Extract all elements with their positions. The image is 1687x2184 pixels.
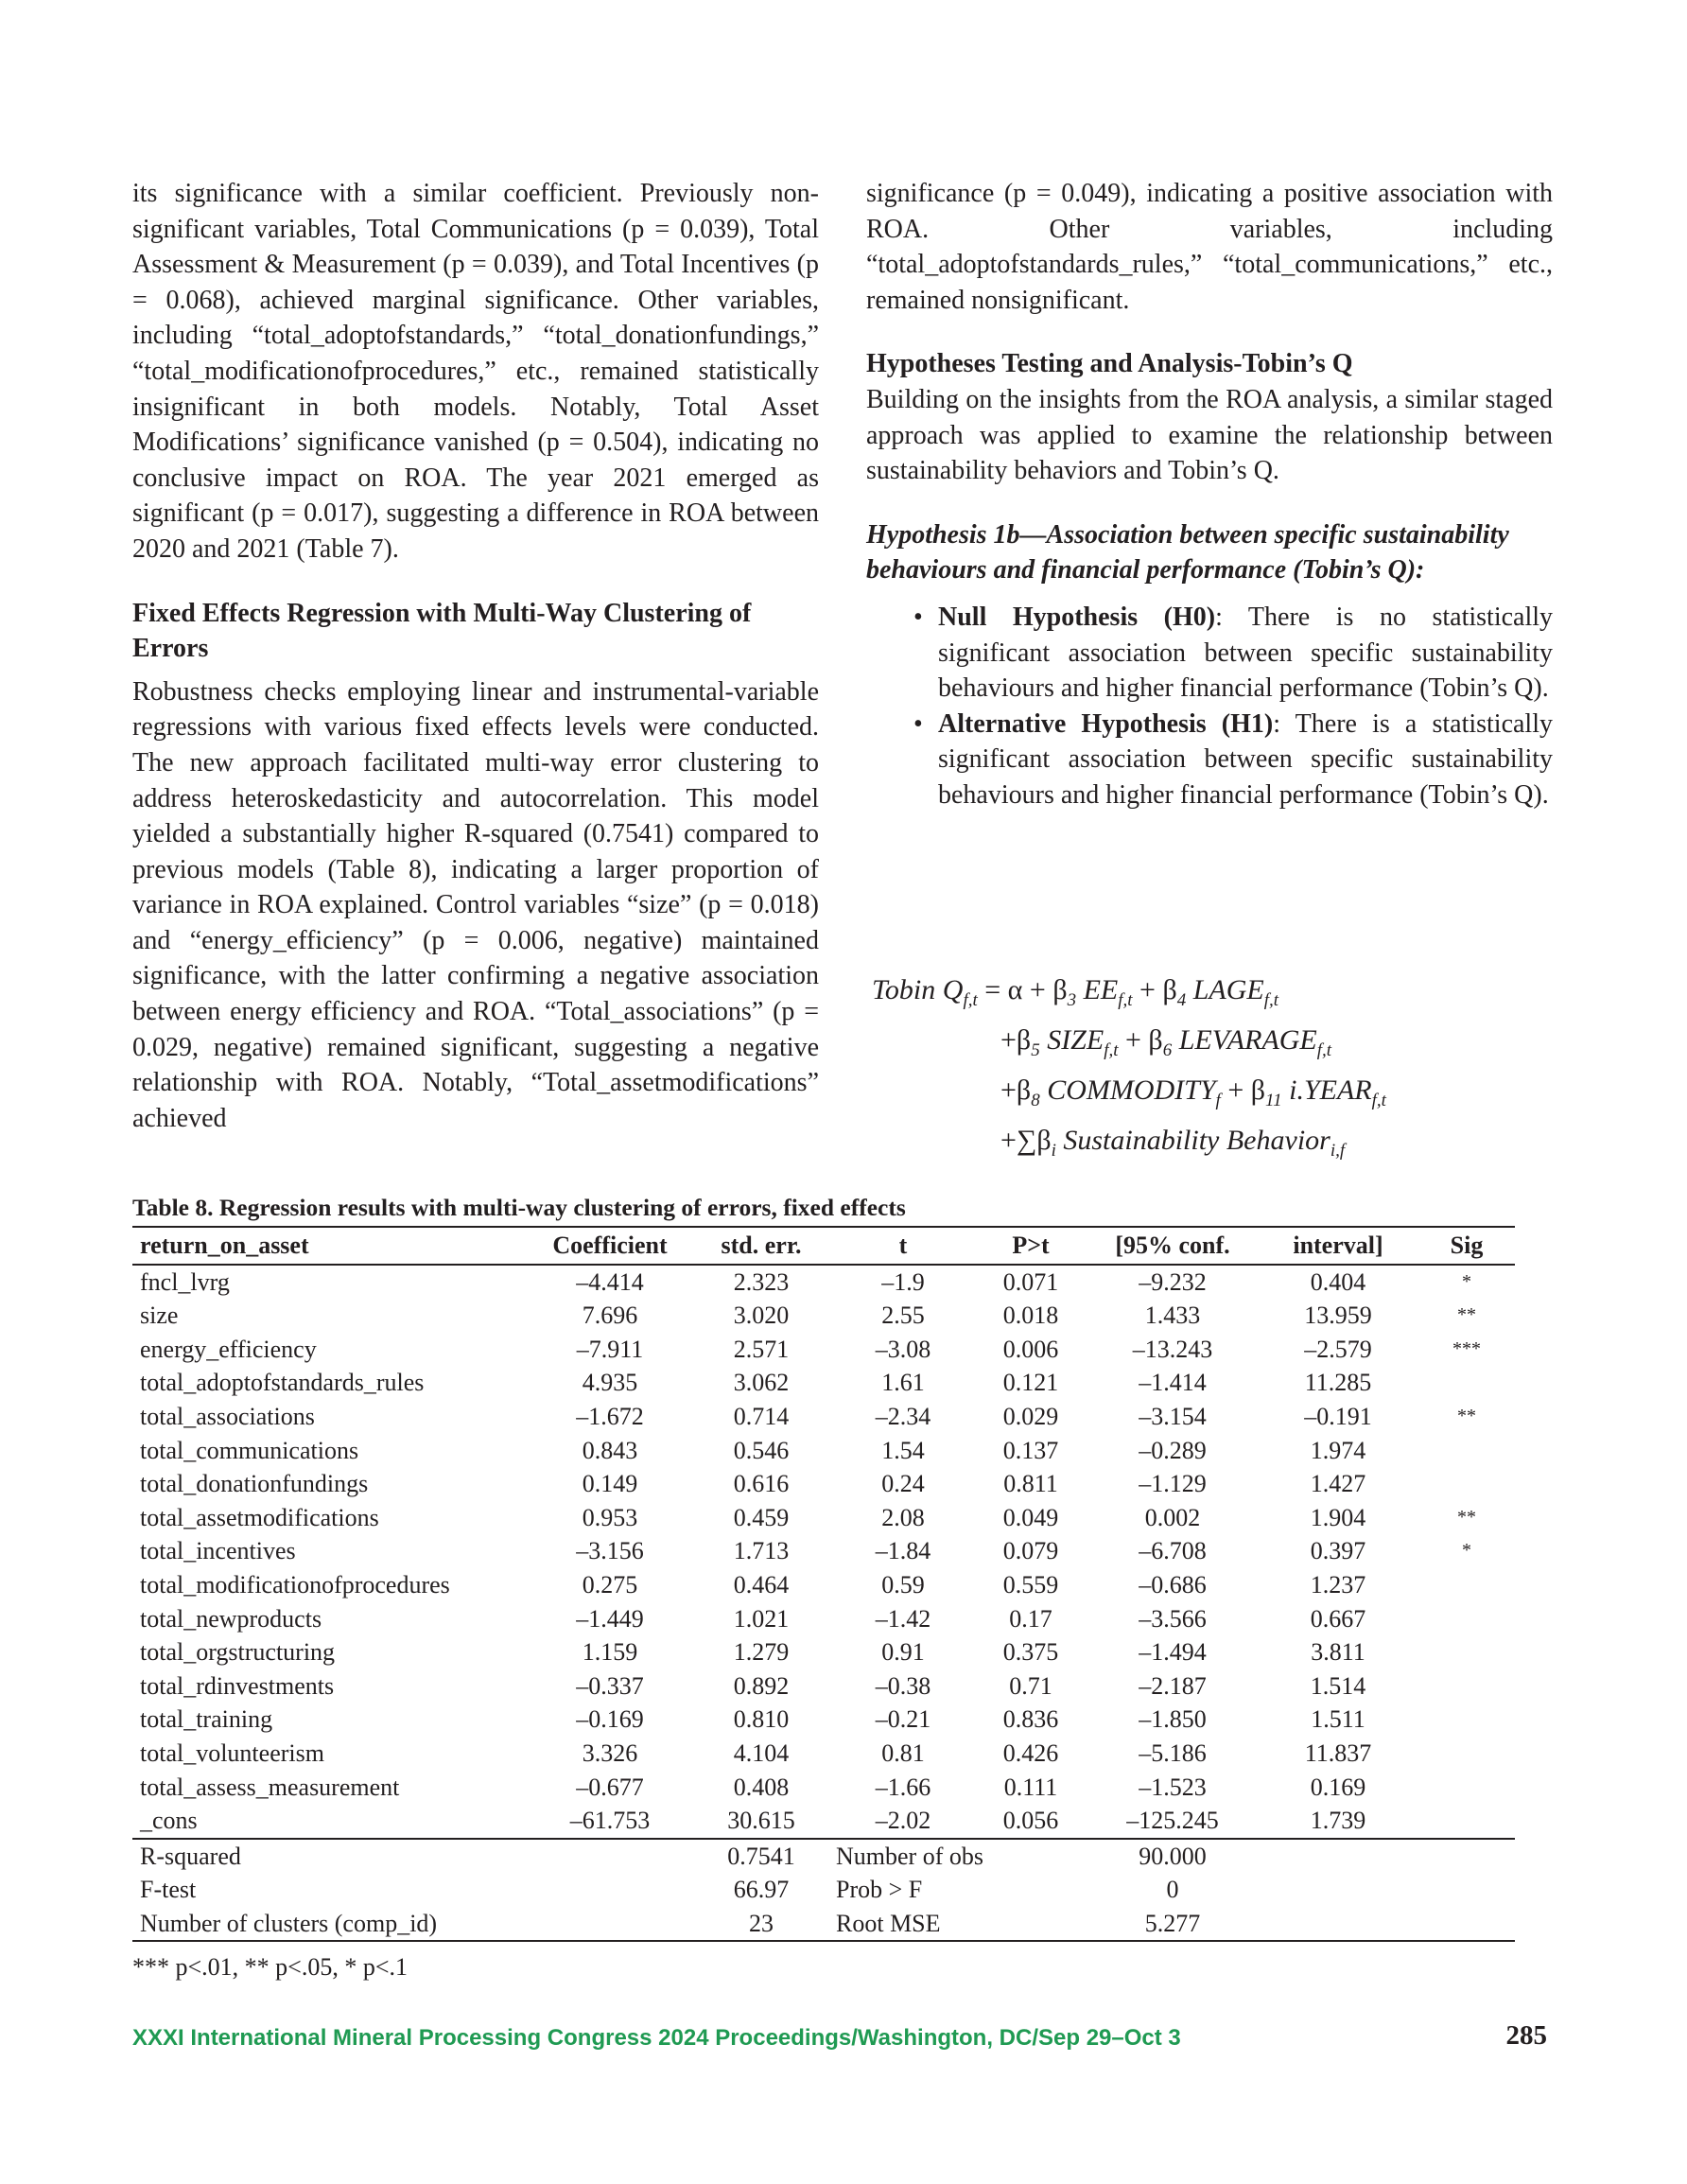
right-paragraph-1: significance (p = 0.049), indicating a positive association with ROA. Other variables, including “total_adoptofstandards_rules,” “total_communications,” etc., remained nonsignificant. [866,179,1553,315]
hypothesis-text: : There is no statistically significant association between specific sustainability behaviours and higher financial performance (Tobin’s Q). [938,602,1554,704]
value-cell: –2.02 [832,1804,974,1839]
stat-label-cell: Number of obs [836,1842,983,1870]
table-row [132,1434,1515,1468]
table-row [132,1265,1515,1300]
value-cell: 1.237 [1310,1570,1366,1599]
significance-cell [1418,1703,1515,1737]
variable-name-cell: total_associations [140,1402,315,1430]
value-cell: 30.615 [690,1804,832,1839]
column-header: t [832,1227,974,1265]
value-cell: –125.245 [1087,1804,1258,1839]
value-cell: 1.427 [1310,1470,1366,1498]
significance-cell [1418,1635,1515,1669]
value-cell: 1.54 [881,1436,925,1464]
value-cell: 1.974 [1310,1436,1366,1464]
table-row [132,1602,1515,1636]
significance-cell: ** [1457,1405,1476,1426]
value-cell: 3.326 [582,1738,638,1767]
value-cell: 0.667 [1310,1604,1366,1633]
variable-name-cell: energy_efficiency [140,1335,317,1363]
value-cell: 1.279 [733,1638,790,1667]
stat-value-cell: 90.000 [1139,1842,1207,1870]
value-cell: 0.029 [1002,1402,1059,1430]
value-cell: –1.84 [875,1537,931,1565]
table-row [132,1299,1515,1333]
regression-table [132,1226,1515,1942]
value-cell: 7.696 [582,1302,638,1330]
table-row [132,1501,1515,1535]
page-footer [132,2025,1515,2052]
stat-value-cell: 66.97 [733,1876,790,1904]
equation-line: $+\sum\beta_i$ Sustainability Behavior$_{i,f}$ [1000,1125,1346,1161]
stat-value-cell: 0 [1166,1876,1179,1904]
significance-cell [1418,1804,1515,1839]
significance-note [132,1953,408,1982]
table-stat-row [132,1873,1515,1907]
value-cell: –6.708 [1139,1537,1207,1565]
note-text: *** p<.01, ** p<.05, * p<.1 [132,1953,408,1981]
value-cell: –13.243 [1132,1335,1213,1363]
value-cell: 1.904 [1310,1503,1366,1531]
value-cell: 3.811 [1311,1638,1365,1667]
hypothesis-item-alternative [913,707,1553,813]
variable-name-cell: total_rdinvestments [140,1671,335,1700]
value-cell: –5.186 [1139,1738,1207,1767]
stat-label-cell: F-test [140,1876,197,1904]
value-cell: –9.232 [1139,1267,1207,1296]
table-row [132,1737,1515,1771]
variable-name-cell: _cons [132,1804,530,1839]
hypothesis-list [866,600,1553,813]
value-cell: 0.843 [582,1436,638,1464]
significance-cell: * [1462,1270,1471,1292]
tobin-q-equation [872,970,1386,1171]
value-cell: 13.959 [1304,1302,1372,1330]
equation-line: Tobin $Q_{f,t} = \alpha + \beta_3$ $EE_{f,t} + \beta_4$ $LAGE_{f,t}$ [872,974,1279,1010]
bullet-icon: • [913,708,923,739]
equation-line: $+\beta_8$ $COMMODITY_f + \beta_{11}$ $i.YEAR_{f,t}$ [1000,1075,1386,1110]
value-cell: 0.836 [1002,1705,1059,1734]
value-cell: 11.837 [1304,1738,1372,1767]
value-cell: –1.449 [576,1604,644,1633]
significance-cell [1418,1669,1515,1704]
table-row [132,1333,1515,1367]
stat-label-cell [1258,1839,1515,1874]
table-row [132,1400,1515,1434]
table-row [132,1703,1515,1737]
value-cell: 0.149 [582,1470,638,1498]
table-header-row [132,1227,1515,1265]
value-cell: 0.811 [1003,1470,1058,1498]
value-cell: 4.935 [582,1369,638,1397]
value-cell: 0.169 [1310,1773,1366,1801]
hypothesis-heading: Hypothesis 1b—Association between specific sustainability behaviours and financial performance (Tobin’s Q): [866,519,1509,585]
value-cell: 0.616 [733,1470,790,1498]
footer-text: XXXI International Mineral Processing Congress 2024 Proceedings/Washington, DC/Sep 29–Oct 3 [132,2025,1181,2051]
value-cell: 0.018 [1002,1302,1059,1330]
stat-label-cell: Number of clusters (comp_id) [132,1907,690,1942]
table-row [132,1771,1515,1805]
value-cell: 0.892 [733,1671,790,1700]
significance-cell [1418,1737,1515,1771]
value-cell: 0.810 [733,1705,790,1734]
value-cell: –0.21 [875,1705,931,1734]
section-heading-fixed-effects: Fixed Effects Regression with Multi-Way Clustering of Errors [132,598,752,664]
significance-cell: ** [1457,1304,1476,1326]
value-cell: –1.850 [1139,1705,1207,1734]
value-cell: 0.079 [1002,1537,1059,1565]
table-row [132,1534,1515,1568]
value-cell: 0.24 [881,1470,925,1498]
value-cell: 0.91 [881,1638,925,1667]
value-cell: 0.275 [582,1570,638,1599]
value-cell: –1.9 [881,1267,925,1296]
column-header: [95% conf. [1087,1227,1258,1265]
significance-cell [1418,1434,1515,1468]
value-cell: 0.397 [1310,1537,1366,1565]
value-cell: 11.285 [1304,1369,1372,1397]
section-heading-tobins-q: Hypotheses Testing and Analysis-Tobin’s Q [866,349,1353,379]
value-cell: 1.511 [1311,1705,1365,1734]
column-header: std. err. [690,1227,832,1265]
value-cell: –1.129 [1139,1470,1207,1498]
value-cell: –0.38 [875,1671,931,1700]
column-header: return_on_asset [132,1227,530,1265]
value-cell: –0.337 [576,1671,644,1700]
value-cell: 0.002 [1144,1503,1201,1531]
value-cell: –1.66 [875,1773,931,1801]
value-cell: 0.464 [733,1570,790,1599]
value-cell: 0.714 [733,1402,790,1430]
variable-name-cell: total_assess_measurement [140,1773,400,1801]
value-cell: –0.191 [1304,1402,1372,1430]
variable-name-cell: size [140,1302,179,1330]
bullet-icon: • [913,602,923,632]
variable-name-cell: total_volunteerism [140,1738,324,1767]
value-cell: 0.137 [1002,1436,1059,1464]
column-header: P>t [974,1227,1087,1265]
value-cell: 0.559 [1002,1570,1059,1599]
value-cell: –0.289 [1139,1436,1207,1464]
significance-cell [1418,1467,1515,1501]
value-cell: –61.753 [530,1804,690,1839]
value-cell: 3.020 [733,1302,790,1330]
value-cell: 0.953 [582,1503,638,1531]
significance-cell [1418,1366,1515,1400]
value-cell: 1.514 [1310,1671,1366,1700]
right-column [866,176,1553,813]
variable-name-cell: total_orgstructuring [140,1638,336,1667]
stat-label-cell [1258,1873,1515,1907]
value-cell: 0.121 [1002,1369,1059,1397]
value-cell: –0.169 [576,1705,644,1734]
value-cell: –2.187 [1139,1671,1207,1700]
left-paragraph-1: its significance with a similar coefficient. Previously non-significant variables, Total Communications (p = 0.039), Total Assessment & Measurement (p = 0.039), and Total Incentives (p = 0.068), achieved marginal significance. Other variables, including “total_adoptofstandards,” “total_donationfundings,” “total_modificationofprocedures,” etc., remained statistically insignificant in both models. Notably, Total Asset Modifications’ significance vanished (p = 0.504), indicating no conclusive impact on ROA. The year 2021 emerged as significant (p = 0.017), suggesting a difference in ROA between 2020 and 2021 (Table 7). [132,179,819,564]
value-cell: –3.156 [576,1537,644,1565]
left-paragraph-2: Robustness checks employing linear and instrumental-variable regressions with various fixed effects levels were conducted. The new approach facilitated multi-way error clustering to address heteroskedasticity and autocorrelation. This model yielded a substantially higher R-squared (0.7541) compared to previous models (Table 8), indicating a larger proportion of variance in ROA explained. Control variables “size” (p = 0.018) and “energy_efficiency” (p = 0.006, negative) maintained significance, with the latter confirming a negative association between energy efficiency and ROA. “Total_associations” (p = 0.029, negative) remained significant, suggesting a negative relationship with ROA. Notably, “Total_assetmodifications” achieved [132,676,819,1133]
value-cell: –0.686 [1139,1570,1207,1599]
value-cell: 1.021 [733,1604,790,1633]
value-cell: 0.056 [974,1804,1087,1839]
significance-cell [1418,1771,1515,1805]
value-cell: 0.404 [1310,1267,1366,1296]
equation-line: $+\beta_5$ $SIZE_{f,t} + \beta_6$ $LEVARAGE_{f,t}$ [1000,1024,1332,1060]
value-cell: –2.579 [1304,1335,1372,1363]
table-row [132,1635,1515,1669]
value-cell: 0.426 [1002,1738,1059,1767]
value-cell: 0.006 [1002,1335,1059,1363]
value-cell: 2.323 [733,1267,790,1296]
significance-cell: ** [1457,1506,1476,1528]
stat-label-cell: Prob > F [836,1876,923,1904]
value-cell: –7.911 [576,1335,644,1363]
table-row [132,1366,1515,1400]
value-cell: 4.104 [733,1738,790,1767]
hypothesis-text: : There is a statistically significant association between specific sustainability behaviours and higher financial performance (Tobin’s Q). [938,708,1553,810]
value-cell: 1.61 [881,1369,925,1397]
value-cell: 1.713 [733,1537,790,1565]
table-row [132,1804,1515,1839]
page-number: 285 [1505,2020,1547,2051]
value-cell: 0.111 [1003,1773,1058,1801]
value-cell: –1.672 [576,1402,644,1430]
significance-cell: * [1462,1540,1471,1562]
stat-label-cell: Root MSE [832,1907,1087,1942]
table-stat-row [132,1907,1515,1942]
value-cell: 0.375 [1002,1638,1059,1667]
variable-name-cell: total_training [140,1705,273,1734]
stat-value-cell: 23 [690,1907,832,1942]
value-cell: –1.523 [1139,1773,1207,1801]
table-row [132,1568,1515,1602]
hypothesis-label: Null Hypothesis (H0) [938,602,1216,632]
table-caption: Table 8. Regression results with multi-way clustering of errors, fixed effects [132,1194,906,1221]
value-cell: 0.17 [1009,1604,1052,1633]
variable-name-cell: total_donationfundings [140,1470,369,1498]
value-cell: 1.739 [1258,1804,1418,1839]
right-paragraph-2: Building on the insights from the ROA analysis, a similar staged approach was applied to examine the relationship between sustainability behaviors and Tobin’s Q. [866,384,1553,486]
value-cell: 2.08 [881,1503,925,1531]
hypothesis-item-null [913,600,1554,707]
variable-name-cell: total_communications [140,1436,359,1464]
hypothesis-label: Alternative Hypothesis (H1) [938,708,1274,739]
stat-label-cell [1258,1907,1515,1942]
stat-value-cell: 0.7541 [727,1842,795,1870]
value-cell: –3.08 [875,1335,931,1363]
table-stat-row [132,1839,1515,1874]
variable-name-cell: total_adoptofstandards_rules [140,1369,425,1397]
value-cell: 2.55 [881,1302,925,1330]
value-cell: –3.566 [1139,1604,1207,1633]
variable-name-cell: total_incentives [140,1537,296,1565]
value-cell: 0.71 [1009,1671,1052,1700]
value-cell: –1.42 [875,1604,931,1633]
variable-name-cell: fncl_lvrg [140,1267,230,1296]
value-cell: –3.154 [1139,1402,1207,1430]
value-cell: 0.59 [881,1570,925,1599]
value-cell: 2.571 [733,1335,790,1363]
value-cell: 0.408 [733,1773,790,1801]
column-header: Sig [1418,1227,1515,1265]
variable-name-cell: total_newproducts [140,1604,322,1633]
value-cell: –1.414 [1139,1369,1207,1397]
variable-name-cell: total_modificationofprocedures [140,1570,450,1599]
significance-cell [1418,1602,1515,1636]
stat-label-cell: R-squared [140,1842,241,1870]
significance-cell: *** [1452,1337,1481,1359]
value-cell: 0.81 [881,1738,925,1767]
left-column [132,176,819,1136]
value-cell: 1.433 [1144,1302,1201,1330]
column-header: interval] [1258,1227,1418,1265]
stat-value-cell: 5.277 [1087,1907,1258,1942]
value-cell: 1.159 [582,1638,638,1667]
column-header: Coefficient [530,1227,690,1265]
value-cell: –4.414 [576,1267,644,1296]
table-row [132,1467,1515,1501]
value-cell: –0.677 [576,1773,644,1801]
variable-name-cell: total_assetmodifications [140,1503,379,1531]
value-cell: 3.062 [733,1369,790,1397]
value-cell: 0.546 [733,1436,790,1464]
value-cell: –1.494 [1139,1638,1207,1667]
table-row [132,1669,1515,1704]
value-cell: 0.071 [1002,1267,1059,1296]
value-cell: –2.34 [875,1402,931,1430]
value-cell: 0.049 [1002,1503,1059,1531]
value-cell: 0.459 [733,1503,790,1531]
significance-cell [1418,1568,1515,1602]
